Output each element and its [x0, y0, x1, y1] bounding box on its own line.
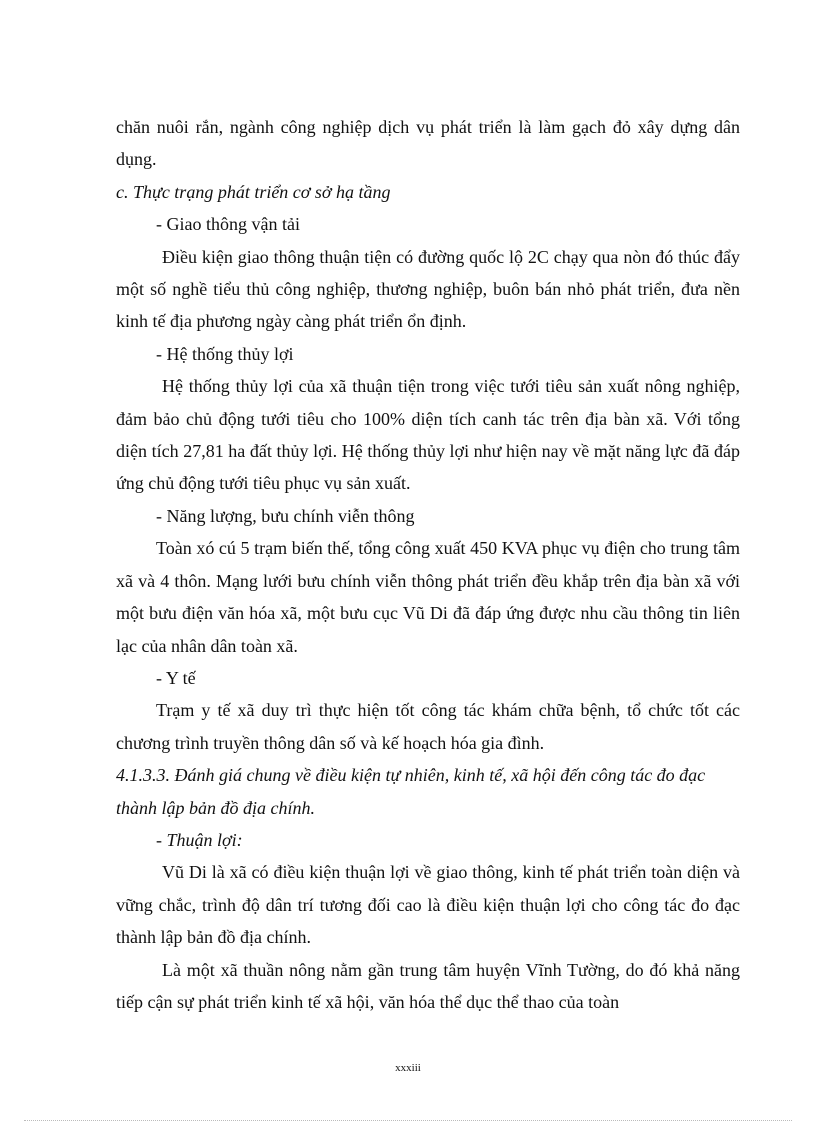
- section-heading-infrastructure: c. Thực trạng phát triển cơ sở hạ tầng: [116, 181, 391, 202]
- footer-divider: [24, 1120, 792, 1121]
- paragraph-transport: Điều kiện giao thông thuận tiện có đường quốc lộ 2C chạy qua nòn đó thúc đẩy một số nghề tiểu thủ công nghiệp, thương nghiệp, buôn bán nhỏ phát triển, đưa nền kinh tế địa phương ngày càng phát triển ổn định.: [116, 246, 740, 332]
- bullet-advantages: - Thuận lợi:: [156, 829, 243, 850]
- paragraph-advantages-1: Vũ Di là xã có điều kiện thuận lợi về giao thông, kinh tế phát triển toàn diện và vững chắc, trình độ dân trí tương đối cao là điều kiện thuận lợi cho công tác đo đạc thành lập bản đồ địa chính.: [116, 862, 740, 948]
- paragraph-irrigation: Hệ thống thủy lợi của xã thuận tiện trong việc tưới tiêu sản xuất nông nghiệp, đảm bảo chủ động tưới tiêu cho 100% diện tích canh tác trên địa bàn xã. Với tổng diện tích 27,81 ha đất thủy lợi. Hệ thống thủy lợi như hiện nay về mặt năng lực đã đáp ứng chủ động tưới tiêu phục vụ sản xuất.: [116, 376, 740, 494]
- page-content: [116, 111, 740, 1018]
- paragraph-advantages-2: Là một xã thuần nông nằm gần trung tâm huyện Vĩnh Tường, do đó khả năng tiếp cận sự phát triển kinh tế xã hội, văn hóa thể dục thể thao của toàn: [116, 959, 740, 1012]
- bullet-transport: - Giao thông vận tải: [156, 214, 300, 235]
- paragraph-continuation: chăn nuôi rắn, ngành công nghiệp dịch vụ phát triển là làm gạch đỏ xây dựng dân dụng.: [116, 117, 740, 170]
- paragraph-health: Trạm y tế xã duy trì thực hiện tốt công tác khám chữa bệnh, tổ chức tốt các chương trình truyền thông dân số và kế hoạch hóa gia đình.: [116, 700, 740, 753]
- bullet-energy-telecom: - Năng lượng, bưu chính viễn thông: [156, 505, 415, 526]
- section-heading-assessment: 4.1.3.3. Đánh giá chung về điều kiện tự nhiên, kinh tế, xã hội đến công tác đo đạc thành lập bản đồ địa chính.: [116, 765, 706, 818]
- page-number: xxxiii: [395, 1062, 421, 1074]
- paragraph-energy-telecom: Toàn xó cú 5 trạm biến thế, tổng công xuất 450 KVA phục vụ điện cho trung tâm xã và 4 thôn. Mạng lưới bưu chính viễn thông phát triển đều khắp trên địa bàn xã với một bưu điện văn hóa xã, một bưu cục Vũ Di đã đáp ứng được nhu cầu thông tin liên lạc của nhân dân toàn xã.: [116, 538, 740, 656]
- bullet-irrigation: - Hệ thống thủy lợi: [156, 343, 294, 364]
- bullet-health: - Y tế: [156, 667, 196, 688]
